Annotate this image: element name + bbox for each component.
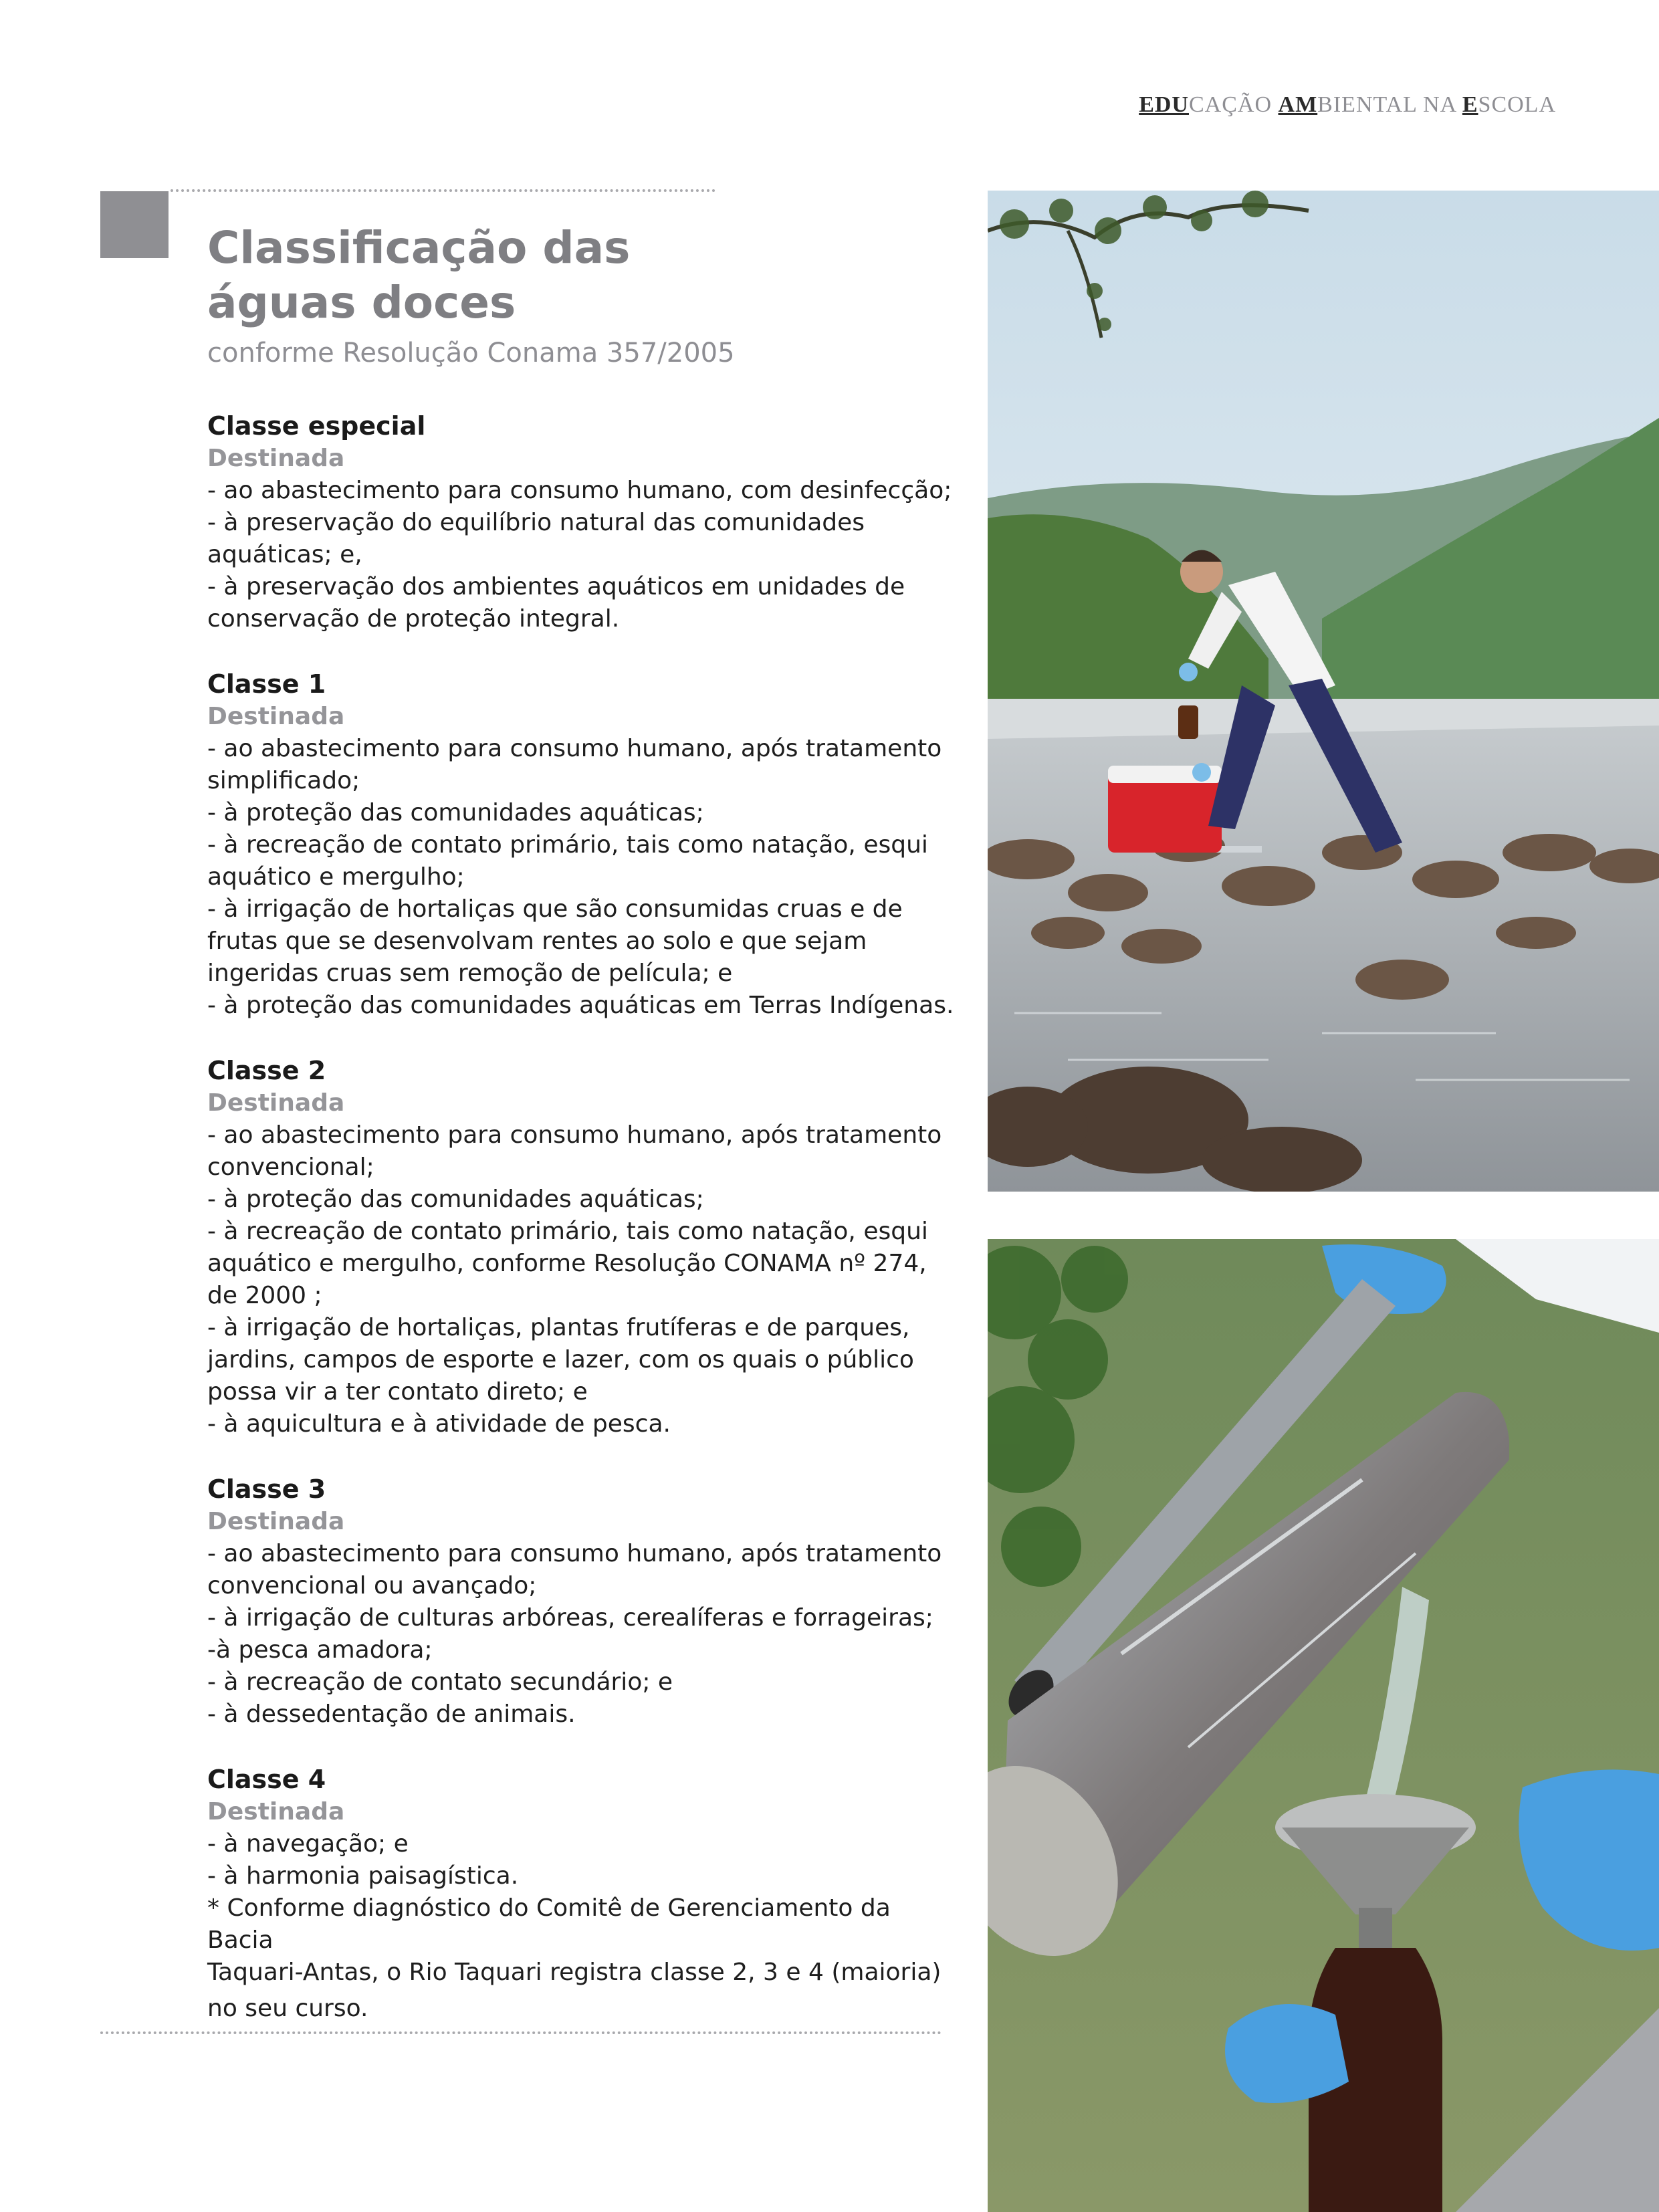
footnote-line: no seu curso. (207, 1995, 368, 2022)
list-item: - à proteção das comunidades aquáticas; (207, 799, 704, 826)
class-block-1 (207, 667, 963, 1022)
list-item: - à dessedentação de animais. (207, 1700, 576, 1728)
class-block-especial (207, 409, 963, 635)
list-item: - à aquicultura e à atividade de pesca. (207, 1410, 671, 1438)
class-title: Classe 2 (207, 1056, 326, 1085)
list-item: - à proteção das comunidades aquáticas em Terras Indígenas. (207, 992, 954, 1019)
list-item: - ao abastecimento para consumo humano, com desinfecção; (207, 477, 952, 504)
page-title (207, 221, 689, 330)
header-part2-rest: BIENTAL NA (1317, 92, 1462, 117)
footnote-line: * Conforme diagnóstico do Comitê de Gerenciamento da Bacia (207, 1894, 891, 1954)
list-item: - ao abastecimento para consumo humano, após tratamento convencional; (207, 1121, 942, 1181)
class-title: Classe especial (207, 411, 426, 441)
list-item: - à recreação de contato primário, tais como natação, esqui aquático e mergulho, conforme Resolução CONAMA nº 274, de 2000 ; (207, 1218, 928, 1309)
header-part3-highlight: E (1462, 92, 1478, 117)
class-title: Classe 1 (207, 669, 326, 699)
running-header (1139, 92, 1556, 118)
list-item: - à preservação dos ambientes aquáticos em unidades de conservação de proteção integral. (207, 573, 905, 633)
list-item: - à preservação do equilíbrio natural das comunidades aquáticas; e, (207, 509, 865, 568)
destinada-label: Destinada (207, 1798, 345, 1826)
list-item: - à recreação de contato secundário; e (207, 1668, 673, 1696)
list-item: - à navegação; e (207, 1830, 409, 1858)
water-sampler-photo (988, 1239, 1659, 2212)
class-block-2 (207, 1054, 963, 1440)
page-subtitle: conforme Resolução Conama 357/2005 (207, 338, 735, 368)
dotted-rule-bottom (100, 2031, 942, 2034)
class-title: Classe 3 (207, 1474, 326, 1504)
destinada-label: Destinada (207, 703, 345, 730)
header-part1-highlight: EDU (1139, 92, 1189, 117)
destinada-label: Destinada (207, 445, 345, 472)
class-block-4 (207, 1763, 963, 2029)
destinada-label: Destinada (207, 1508, 345, 1535)
header-part3-rest: SCOLA (1478, 92, 1556, 117)
footnote-line: Taquari-Antas, o Rio Taquari registra classe 2, 3 e 4 (maioria) (207, 1959, 942, 1986)
header-part1-rest: CAÇÃO (1188, 92, 1279, 117)
list-item: - ao abastecimento para consumo humano, após tratamento convencional ou avançado; (207, 1540, 942, 1599)
dotted-rule-top (171, 189, 715, 192)
list-item: - à irrigação de culturas arbóreas, cerealíferas e forrageiras; (207, 1604, 933, 1632)
list-item: - à irrigação de hortaliças que são consumidas cruas e de frutas que se desenvolvam rentes ao solo e que sejam ingeridas cruas sem remoção de película; e (207, 895, 903, 987)
river-sampling-photo (988, 191, 1659, 1192)
classes-section (207, 409, 963, 2029)
title-line-1: Classificação das (207, 222, 631, 273)
list-item: - à irrigação de hortaliças, plantas frutíferas e de parques, jardins, campos de esporte e lazer, com os quais o público possa vir a ter contato direto; e (207, 1314, 914, 1406)
class-title: Classe 4 (207, 1765, 326, 1794)
river-sampling-illustration (988, 191, 1659, 1192)
list-item: - à harmonia paisagística. (207, 1862, 519, 1890)
title-line-2: águas doces (207, 277, 516, 328)
water-sampler-illustration (988, 1239, 1659, 2212)
list-item: -à pesca amadora; (207, 1636, 433, 1664)
list-item: - à recreação de contato primário, tais como natação, esqui aquático e mergulho; (207, 831, 928, 891)
header-part2-highlight: AM (1278, 92, 1318, 117)
list-item: - à proteção das comunidades aquáticas; (207, 1186, 704, 1213)
decorative-square (100, 191, 169, 258)
class-block-3 (207, 1472, 963, 1731)
list-item: - ao abastecimento para consumo humano, após tratamento simplificado; (207, 735, 942, 794)
destinada-label: Destinada (207, 1089, 345, 1117)
